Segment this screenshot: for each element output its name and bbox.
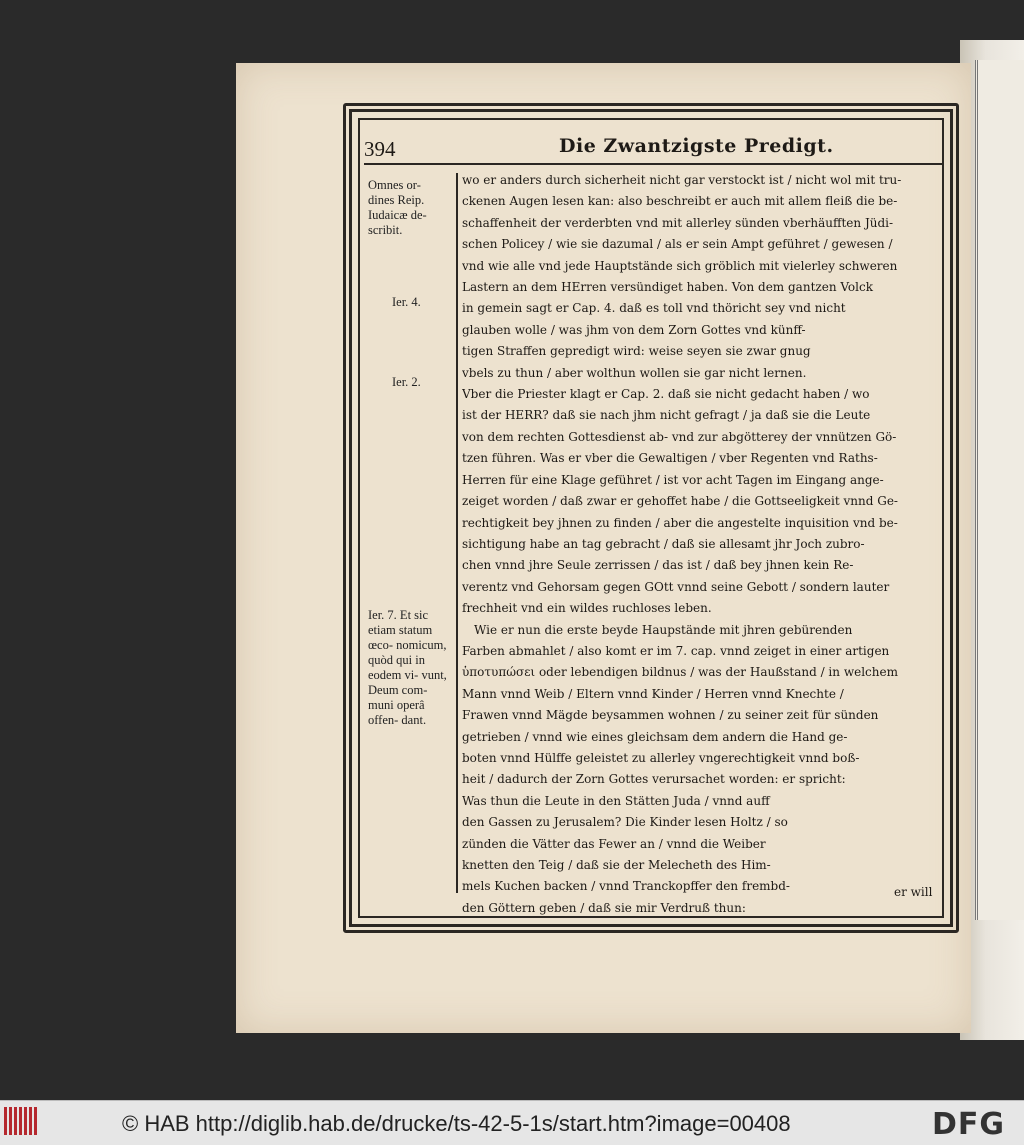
margin-note-omnes: Omnes or- dines Reip. Iudaicæ de- scribit.	[368, 178, 427, 237]
text-line: frechheit vnd ein wildes ruchloses leben.	[462, 601, 712, 616]
margin-note-ier4: Ier. 4.	[392, 295, 421, 309]
text-line: von dem rechten Gottesdienst ab- vnd zur abgötterey der vnnützen Gö-	[462, 429, 897, 444]
hab-logo-icon	[4, 1107, 46, 1139]
source-link[interactable]: © HAB http://diglib.hab.de/drucke/ts-42-5-1s/start.htm?image=00408	[122, 1111, 791, 1136]
text-line: in gemein sagt er Cap. 4. daß es toll vnd thöricht sey vnd nicht	[462, 301, 846, 316]
text-line: ὑποτυπώσει oder lebendigen bildnus / was der Haußstand / in welchem	[462, 665, 898, 680]
header-title: Die Zwantzigste Predigt.	[559, 135, 834, 157]
text-line: rechtigkeit bey jhnen zu finden / aber die angestelte inquisition vnd be-	[462, 515, 898, 530]
text-line: Frawen vnnd Mägde beysammen wohnen / zu seiner zeit für sünden	[462, 708, 879, 723]
footer-bar	[0, 1100, 1024, 1145]
dfg-logo-icon: DFG	[932, 1107, 1006, 1142]
text-line: zünden die Vätter das Fewer an / vnnd die Weiber	[462, 836, 766, 851]
text-line: Was thun die Leute in den Stätten Juda / vnnd auff	[462, 793, 770, 808]
text-line: chen vnnd jhre Seule zerrissen / das ist / daß bey jhnen kein Re-	[462, 558, 854, 573]
text-line: glauben wolle / was jhm von dem Zorn Gottes vnd künff-	[462, 322, 806, 337]
text-line: Mann vnnd Weib / Eltern vnnd Kinder / Herren vnnd Knechte /	[462, 686, 844, 701]
text-line: Wie er nun die erste beyde Haupstände mit jhren gebürenden	[474, 622, 853, 637]
text-line: Lastern an dem HErren versündiget haben. Von dem gantzen Volck	[462, 280, 873, 295]
margin-note-ier7: Ier. 7. Et sic etiam statum œco- nomicum, quòd qui in eodem vi- vunt, Deum com- muni operâ offen- dant.	[368, 608, 447, 727]
text-line: sichtigung habe an tag gebracht / daß sie allesamt jhr Joch zubro-	[462, 536, 865, 551]
text-line: tigen Straffen gepredigt wird: weise seyen sie zwar gnug	[462, 344, 811, 359]
text-line: Vber die Priester klagt er Cap. 2. daß sie nicht gedacht haben / wo	[462, 387, 870, 402]
text-line: Farben abmahlet / also komt er im 7. cap. vnnd zeiget in einer artigen	[462, 643, 890, 658]
text-line: schen Policey / wie sie dazumal / als er sein Ampt geführet / gewesen /	[462, 237, 893, 252]
running-header	[364, 135, 944, 165]
text-line: schaffenheit der verderbten vnd mit allerley sünden vberhäufften Jüdi-	[462, 215, 894, 230]
column-divider	[456, 173, 458, 893]
text-line: den Göttern geben / daß sie mir Verdruß thun:	[462, 900, 746, 915]
margin-note-ier2: Ier. 2.	[392, 375, 421, 389]
catchword: er will	[894, 885, 933, 899]
text-line: ist der HERR? daß sie nach jhm nicht gefragt / ja daß sie die Leute	[462, 408, 871, 423]
text-line: tzen führen. Was er vber die Gewaltigen / vber Regenten vnd Raths-	[462, 451, 878, 466]
text-line: getrieben / vnnd wie eines gleichsam dem andern die Hand ge-	[462, 729, 848, 744]
text-line: mels Kuchen backen / vnnd Tranckopffer den frembd-	[462, 879, 790, 894]
book-page	[236, 63, 971, 1033]
adjacent-page-border	[975, 60, 1024, 920]
body-text	[462, 170, 940, 919]
text-line: vnd wie alle vnd jede Hauptstände sich gröblich mit vielerley schweren	[462, 258, 898, 273]
text-line: boten vnnd Hülffe geleistet zu allerley vngerechtigkeit vnnd boß-	[462, 750, 860, 765]
text-line: vbels zu thun / aber wolthun wollen sie gar nicht lernen.	[462, 365, 807, 380]
page-number: 394	[364, 137, 396, 161]
text-line: verentz vnd Gehorsam gegen GOtt vnnd seine Gebott / sondern lauter	[462, 579, 890, 594]
text-line: heit / dadurch der Zorn Gottes verursachet worden: er spricht:	[462, 772, 846, 787]
text-line: Herren für eine Klage geführet / ist vor acht Tagen im Eingang ange-	[462, 472, 884, 487]
text-line: ckenen Augen lesen kan: also beschreibt er auch mit allem fleiß die be-	[462, 194, 898, 209]
text-line: knetten den Teig / daß sie der Melecheth des Him-	[462, 858, 771, 872]
text-line: den Gassen zu Jerusalem? Die Kinder lesen Holtz / so	[462, 815, 788, 830]
text-line: zeiget worden / daß zwar er gehoffet habe / die Gottseeligkeit vnnd Ge-	[462, 494, 898, 509]
text-line: wo er anders durch sicherheit nicht gar verstockt ist / nicht wol mit tru-	[462, 173, 902, 187]
